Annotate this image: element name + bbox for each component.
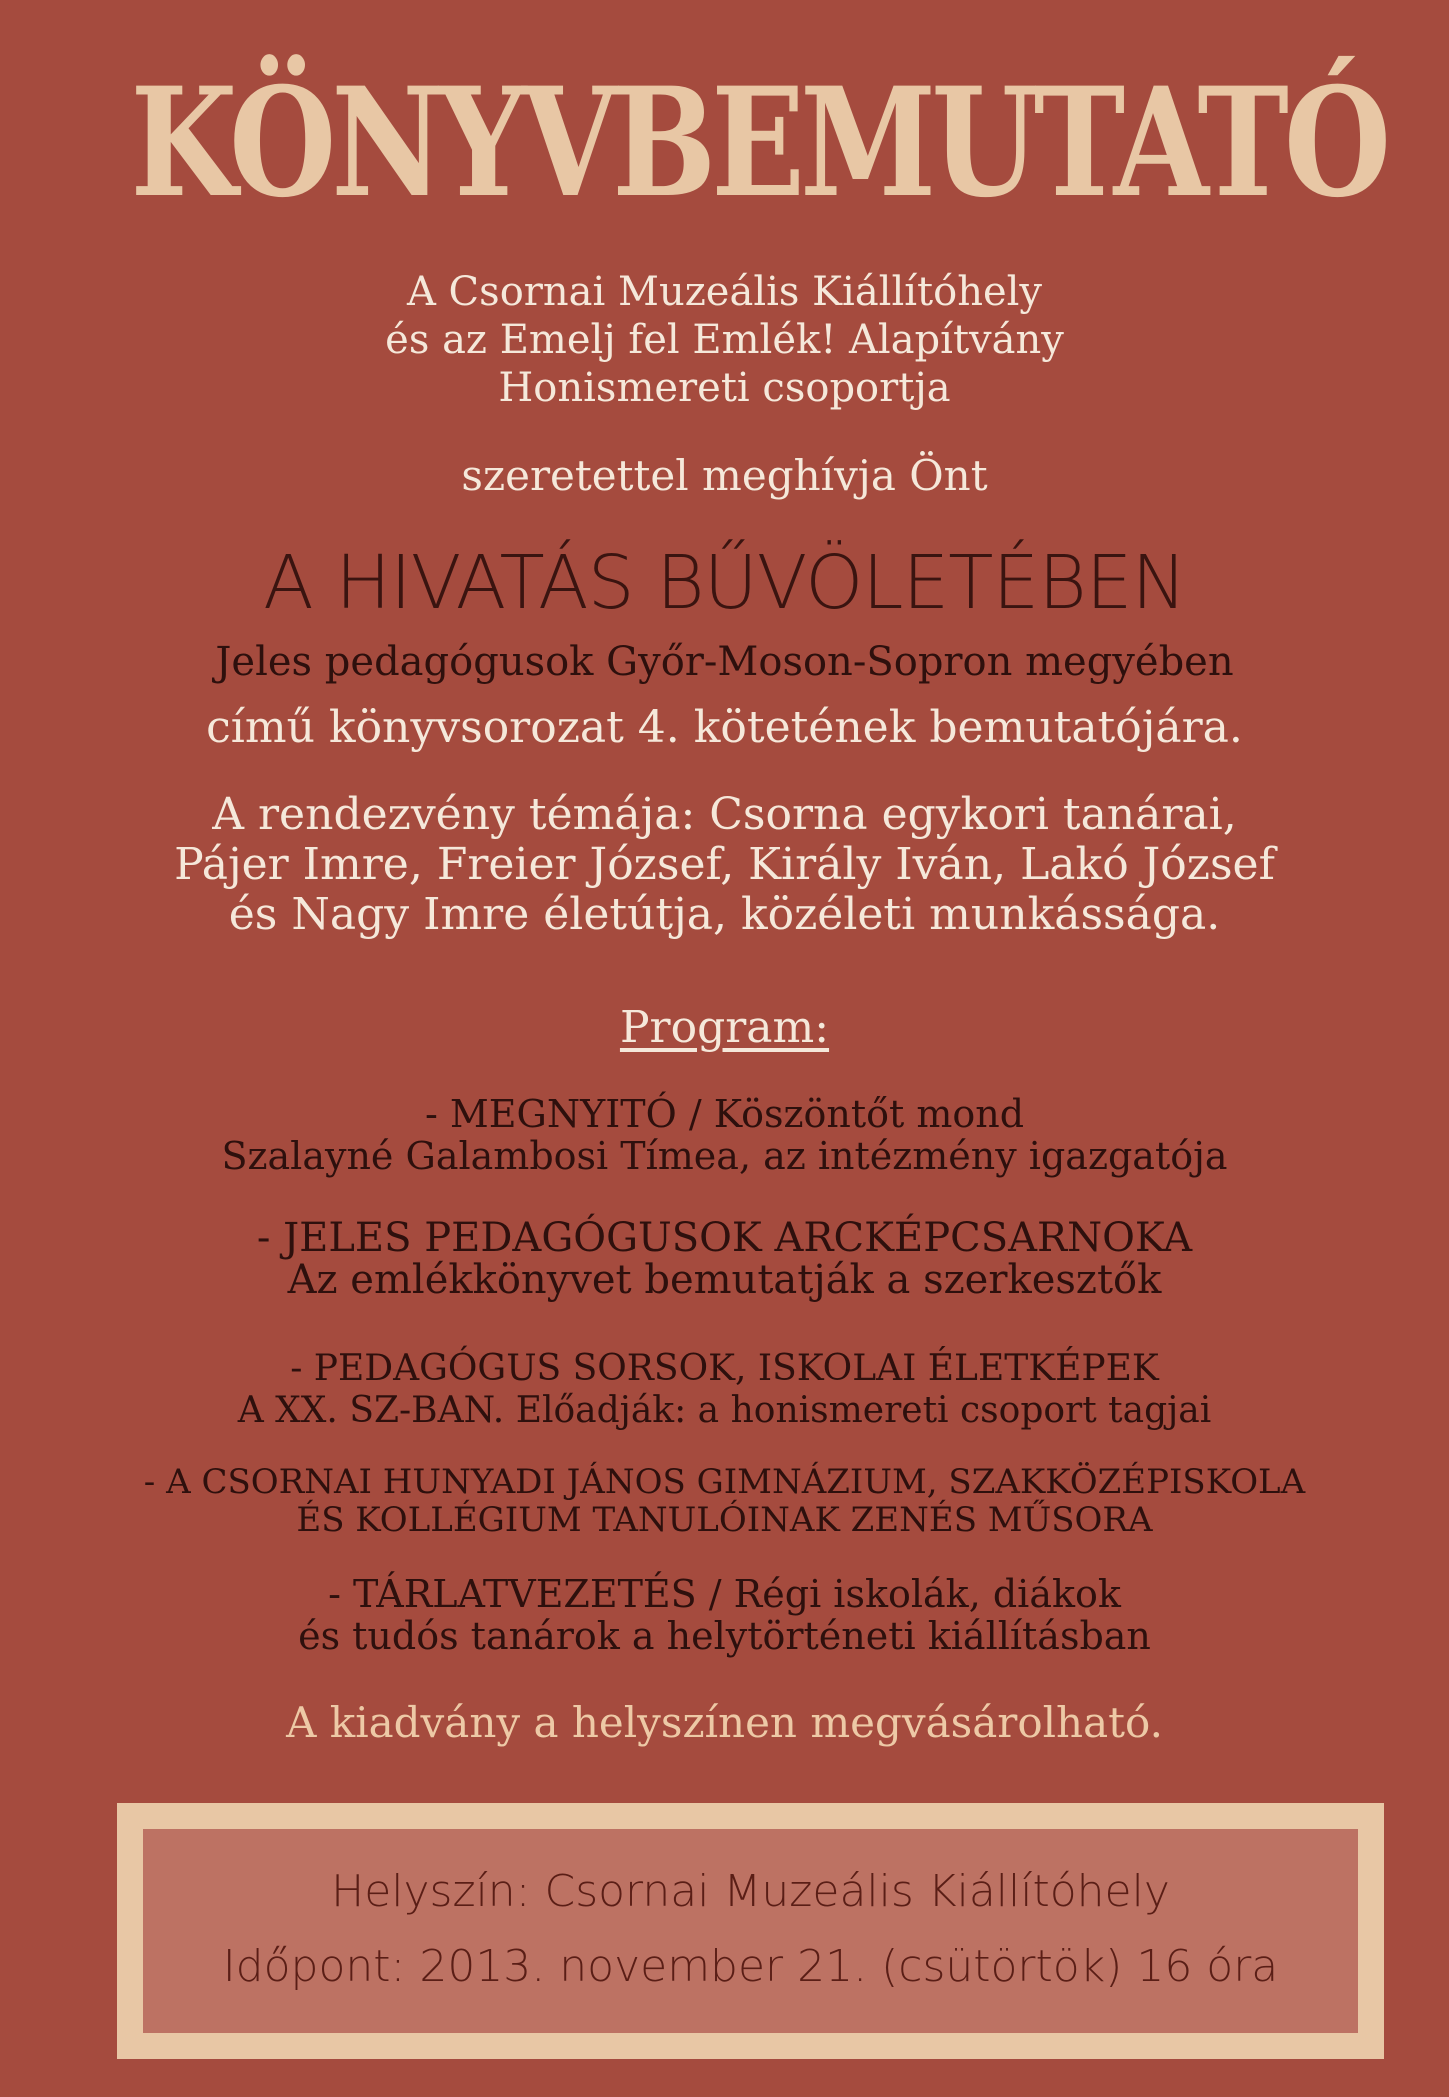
organizer-line: és az Emelj fel Emlék! Alapítvány [385, 317, 1064, 363]
program-item-title: - MEGNYITÓ / Köszöntőt mond [424, 1092, 1025, 1136]
event-info-box [143, 1829, 1358, 2033]
theme-line: Pájer Imre, Freier József, Király Iván, Lakó József [174, 839, 1275, 890]
program-item [0, 1348, 1449, 1432]
program-item [0, 1217, 1449, 1301]
organizers-block [0, 268, 1449, 412]
program-item [0, 1463, 1449, 1539]
program-item-title: - A CSORNAI HUNYADI JÁNOS GIMNÁZIUM, SZAKKÖZÉPISKOLA [143, 1462, 1306, 1502]
program-item-title: - TÁRLATVEZETÉS / Régi iskolák, diákok [328, 1572, 1121, 1616]
program-item-detail: Szalayné Galambosi Tímea, az intézmény igazgatója [221, 1134, 1228, 1178]
book-subtitle: Jeles pedagógusok Győr-Moson-Sopron megyében [215, 639, 1234, 685]
program-item-detail: A XX. SZ-BAN. Előadják: a honismereti csoport tagjai [237, 1390, 1212, 1431]
theme-line: és Nagy Imre életútja, közéleti munkássága. [228, 889, 1221, 940]
program-item-title: - PEDAGÓGUS SORSOK, ISKOLAI ÉLETKÉPEK [290, 1348, 1159, 1389]
program-item-title: - JELES PEDAGÓGUSOK ARCKÉPCSARNOKA [256, 1215, 1193, 1261]
location-text: Helyszín: Csornai Muzeális Kiállítóhely [331, 1866, 1170, 1917]
program-item-detail: Az emlékkönyvet bemutatják a szerkesztők [287, 1257, 1162, 1303]
program-item [0, 1093, 1449, 1177]
purchase-note: A kiadvány a helyszínen megvásárolható. [286, 1698, 1163, 1747]
program-item-detail: ÉS KOLLÉGIUM TANULÓINAK ZENÉS MŰSORA [296, 1500, 1153, 1540]
program-item-detail: és tudós tanárok a helytörténeti kiállításban [298, 1614, 1151, 1658]
series-line: című könyvsorozat 4. kötetének bemutatójára. [206, 702, 1243, 753]
program-heading [0, 1000, 1449, 1056]
program-heading-label: Program: [619, 1002, 830, 1053]
organizer-line: Honismereti csoportja [498, 365, 951, 411]
organizer-line: A Csornai Muzeális Kiállítóhely [406, 269, 1043, 315]
poster-title: KÖNYVBEMUTATÓ [130, 55, 1387, 231]
program-item [0, 1573, 1449, 1657]
event-theme [0, 790, 1449, 940]
theme-line: A rendezvény témája: Csorna egykori tanárai, [212, 789, 1237, 840]
date-time-text: Időpont: 2013. november 21. (csütörtök) 16 óra [222, 1941, 1279, 1992]
book-title: A HIVATÁS BŰVÖLETÉBEN [263, 540, 1186, 626]
invitation-text: szeretettel meghívja Önt [461, 451, 988, 500]
